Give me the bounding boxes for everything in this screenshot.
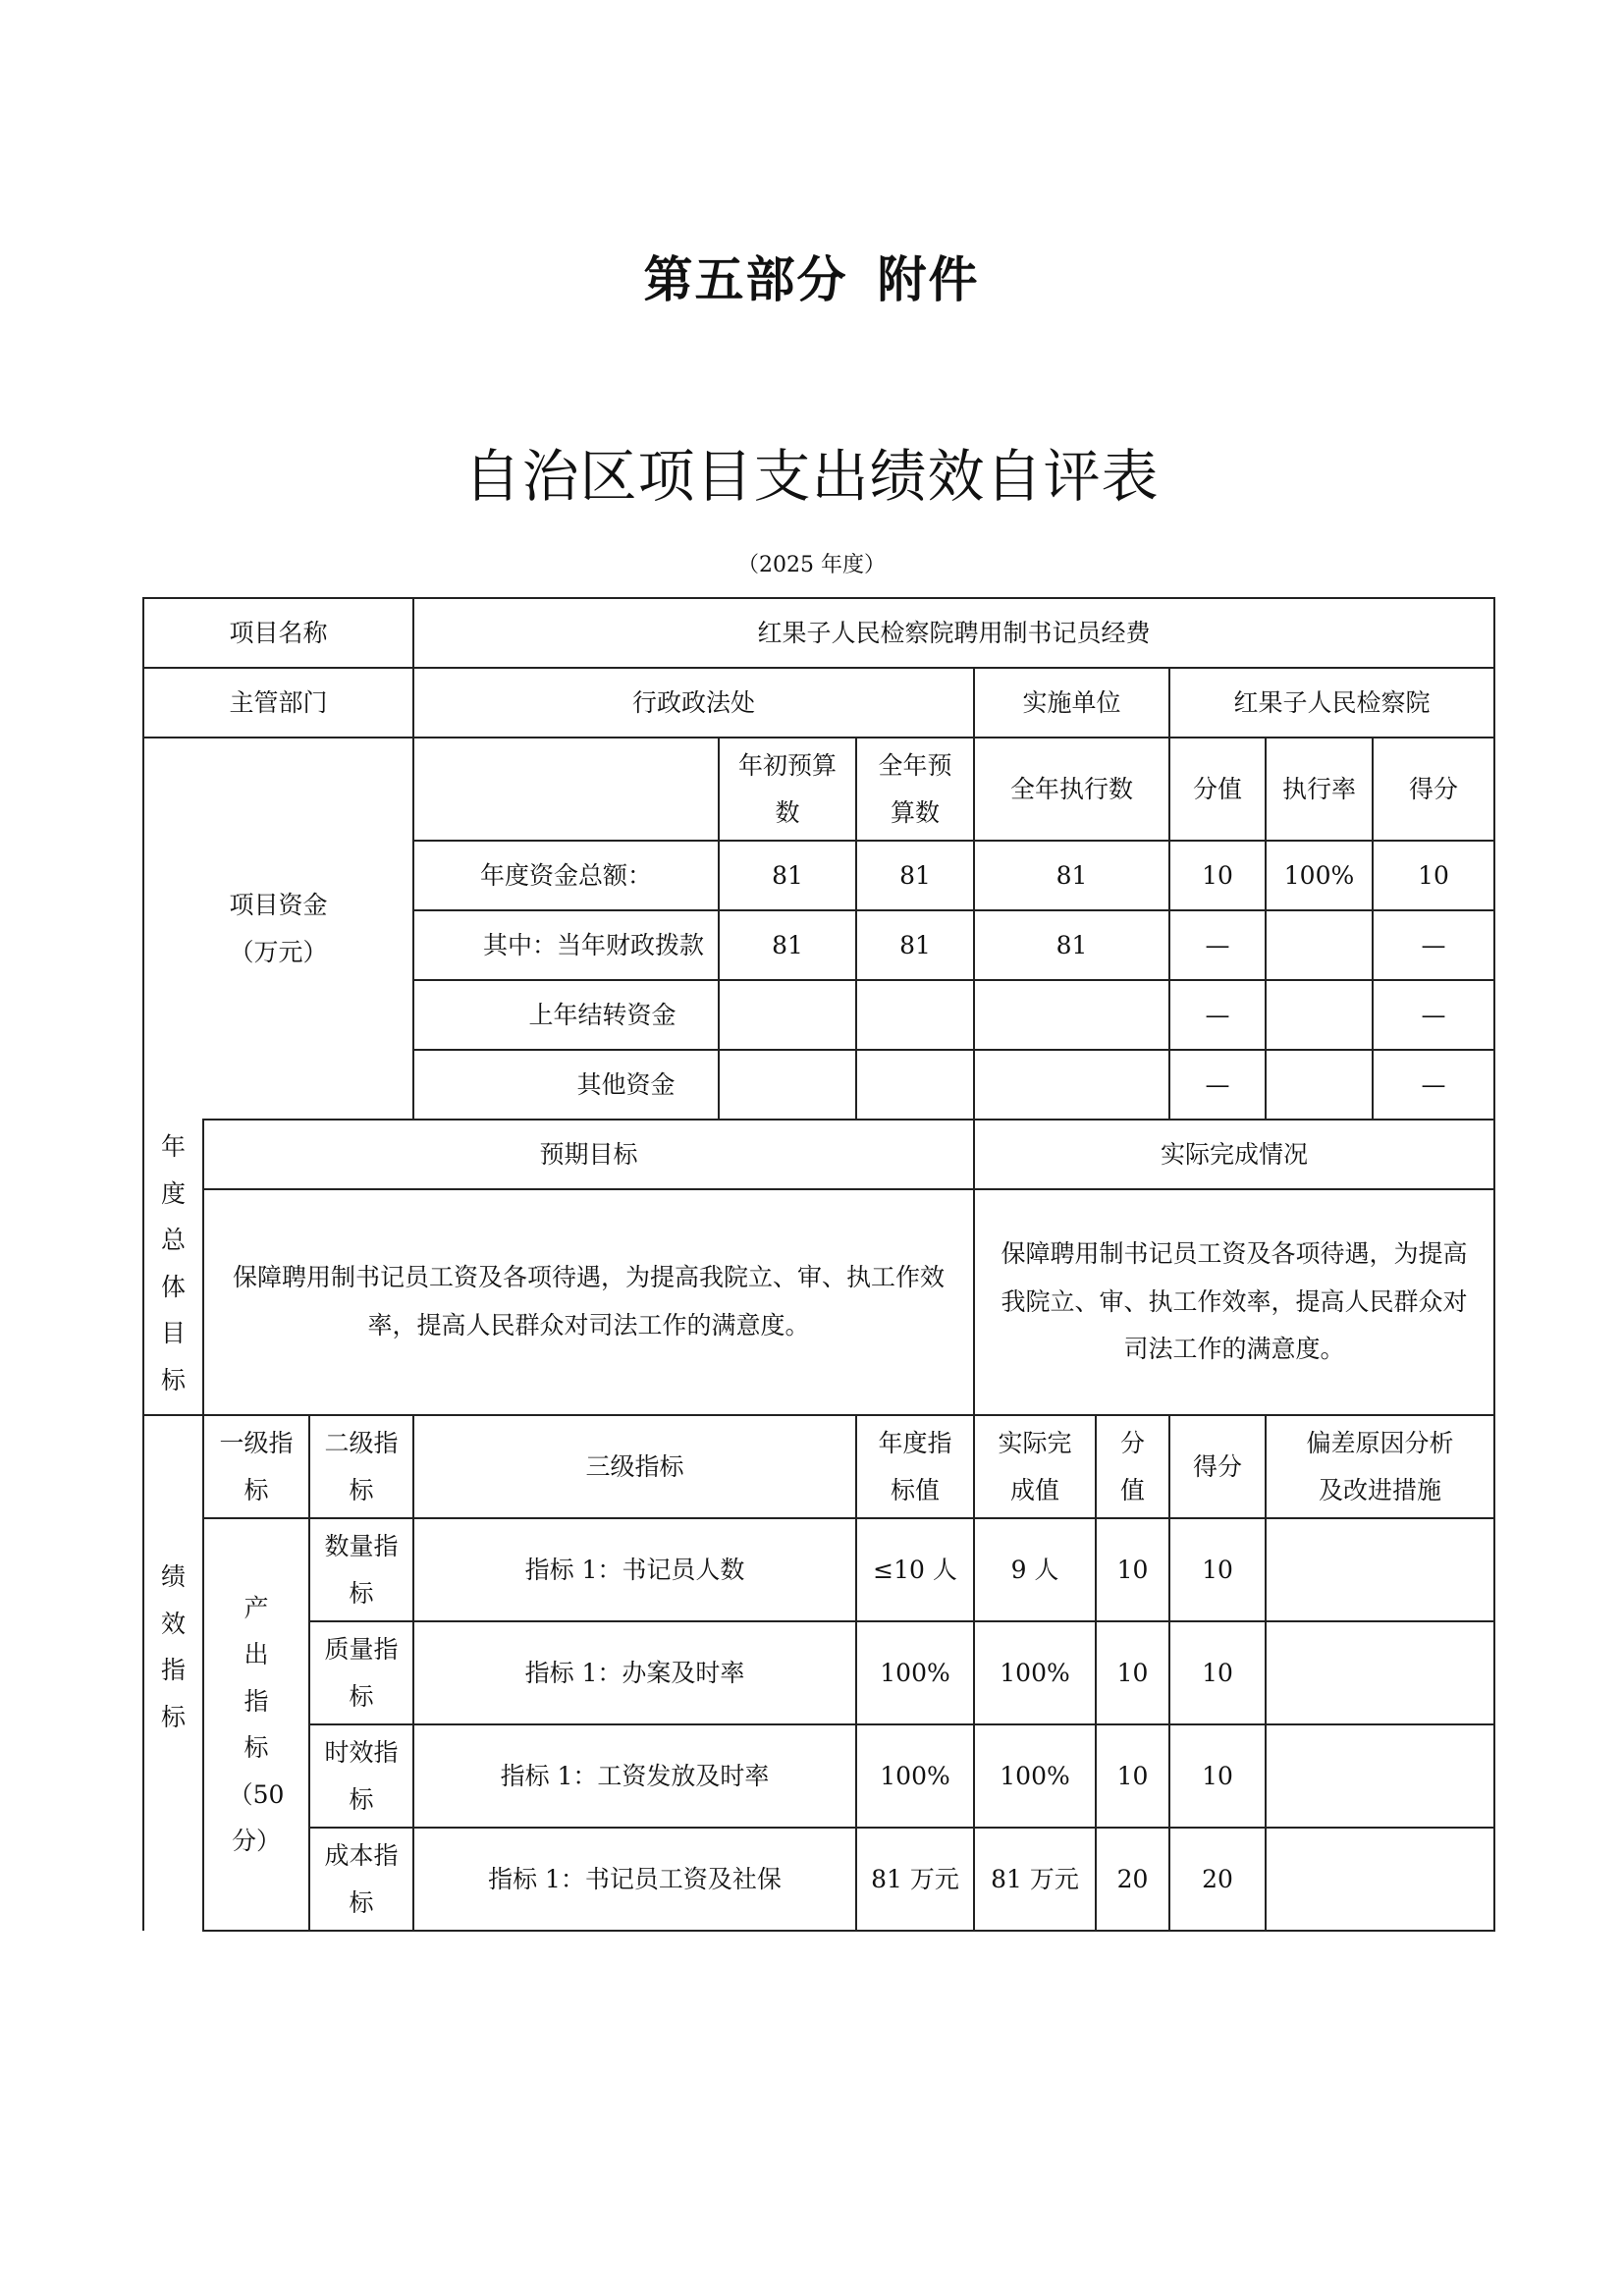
- side-char: 绩: [160, 1562, 186, 1591]
- indicator-score-value: 10: [1096, 1518, 1169, 1621]
- header-target: [856, 1415, 974, 1518]
- document-title: 自治区项目支出绩效自评表: [463, 443, 1160, 510]
- indicator-deviation: [1266, 1828, 1494, 1931]
- level2-line1: 质量指: [324, 1635, 399, 1664]
- funds-label-line1: 项目资金: [229, 891, 328, 919]
- funds-header-row: [143, 738, 1494, 841]
- indicator-actual: 81 万元: [974, 1828, 1096, 1931]
- side-char: 效: [160, 1609, 186, 1638]
- indicators-side-label: [143, 1415, 203, 1931]
- header-full-line1: 全年预: [878, 751, 952, 780]
- funds-exec-rate: [1266, 910, 1373, 980]
- output-indicator-group: [203, 1518, 309, 1931]
- indicator-score: 20: [1169, 1828, 1266, 1931]
- indicators-header-row: [143, 1415, 1494, 1518]
- header-actual: [974, 1415, 1096, 1518]
- header-level1-line2: 标: [243, 1475, 269, 1504]
- funds-initial: [719, 980, 856, 1050]
- indicator-actual: 9 人: [974, 1518, 1096, 1621]
- indicator-deviation: [1266, 1621, 1494, 1724]
- side-char: 目: [160, 1319, 186, 1347]
- side-char: 总: [160, 1226, 186, 1254]
- header-level3: 三级指标: [413, 1415, 856, 1518]
- header-indicator-score: 得分: [1169, 1415, 1266, 1518]
- indicator-row: [143, 1621, 1494, 1724]
- indicator-actual: 100%: [974, 1621, 1096, 1724]
- impl-unit-value: 红果子人民检察院: [1169, 668, 1494, 738]
- funds-score-value: —: [1169, 1050, 1266, 1120]
- project-name-value: 红果子人民检察院聘用制书记员经费: [413, 598, 1494, 668]
- header-level2-line2: 标: [349, 1475, 374, 1504]
- part-title-left: 第五部分: [643, 251, 848, 308]
- actual-completion-text: 保障聘用制书记员工资及各项待遇，为提高我院立、审、执工作效率，提高人民群众对司法工作的满意度。: [974, 1189, 1494, 1415]
- dept-label: 主管部门: [143, 668, 413, 738]
- project-name-label: 项目名称: [143, 598, 413, 668]
- level2-line2: 标: [349, 1784, 374, 1814]
- funds-score-value: —: [1169, 910, 1266, 980]
- level2-line1: 时效指: [324, 1738, 399, 1767]
- funds-initial: 81: [719, 910, 856, 980]
- level2-line1: 成本指: [324, 1841, 399, 1870]
- header-exec-rate: 执行率: [1266, 738, 1373, 841]
- indicator-name: 指标 1：办案及时率: [413, 1621, 856, 1724]
- evaluation-table: [142, 597, 1495, 1932]
- actual-completion-header: 实际完成情况: [974, 1120, 1494, 1189]
- project-name-row: [143, 598, 1494, 668]
- indicator-actual: 100%: [974, 1724, 1096, 1828]
- side-char: 体: [160, 1272, 186, 1301]
- header-score-value: 分值: [1169, 738, 1266, 841]
- indicator-deviation: [1266, 1724, 1494, 1828]
- level2-line2: 标: [349, 1887, 374, 1917]
- funds-label-line2: （万元）: [229, 937, 328, 966]
- indicator-level2: [309, 1518, 413, 1621]
- funds-line-label: 其他资金: [413, 1050, 719, 1120]
- indicator-deviation: [1266, 1518, 1494, 1621]
- level2-line1: 数量指: [324, 1532, 399, 1560]
- indicator-name: 指标 1：书记员工资及社保: [413, 1828, 856, 1931]
- funds-label: [143, 738, 413, 1120]
- indicator-score: 10: [1169, 1621, 1266, 1724]
- department-row: [143, 668, 1494, 738]
- funds-exec: 81: [974, 841, 1169, 910]
- funds-full: [856, 980, 974, 1050]
- header-level2-line1: 二级指: [324, 1429, 399, 1457]
- side-char: 标: [160, 1365, 186, 1394]
- header-level2: [309, 1415, 413, 1518]
- funds-full: [856, 1050, 974, 1120]
- header-level1: [203, 1415, 309, 1518]
- funds-full: 81: [856, 910, 974, 980]
- group-char: 出: [243, 1640, 269, 1668]
- header-target-line1: 年度指: [878, 1429, 952, 1457]
- funds-exec-rate: 100%: [1266, 841, 1373, 910]
- indicator-score: 10: [1169, 1724, 1266, 1828]
- funds-score-value: 10: [1169, 841, 1266, 910]
- header-score-value-line2: 值: [1120, 1475, 1146, 1504]
- indicator-row: [143, 1724, 1494, 1828]
- year-note: （2025 年度）: [737, 553, 886, 577]
- group-char: 产: [243, 1593, 269, 1622]
- side-char: 度: [160, 1178, 186, 1208]
- header-level1-line1: 一级指: [219, 1429, 294, 1457]
- impl-unit-label: 实施单位: [974, 668, 1169, 738]
- annual-goal-header-row: [143, 1120, 1494, 1189]
- indicator-target: ≤10 人: [856, 1518, 974, 1621]
- side-char: 指: [160, 1656, 186, 1684]
- group-char: （50: [228, 1779, 285, 1809]
- funds-full: 81: [856, 841, 974, 910]
- indicator-score: 10: [1169, 1518, 1266, 1621]
- funds-exec-rate: [1266, 1050, 1373, 1120]
- header-target-line2: 标值: [891, 1475, 941, 1504]
- funds-score-value: —: [1169, 980, 1266, 1050]
- indicator-target: 100%: [856, 1724, 974, 1828]
- funds-line-label: 上年结转资金: [413, 980, 719, 1050]
- funds-exec: [974, 1050, 1169, 1120]
- indicator-target: 81 万元: [856, 1828, 974, 1931]
- funds-initial: [719, 1050, 856, 1120]
- header-indicator-score-value: [1096, 1415, 1169, 1518]
- level2-line2: 标: [349, 1578, 374, 1608]
- funds-line-label: 其中：当年财政拨款: [413, 910, 719, 980]
- header-full-line2: 算数: [891, 797, 941, 827]
- funds-score: —: [1373, 910, 1494, 980]
- level2-line2: 标: [349, 1681, 374, 1711]
- funds-exec-rate: [1266, 980, 1373, 1050]
- funds-initial: 81: [719, 841, 856, 910]
- indicator-name: 指标 1：书记员人数: [413, 1518, 856, 1621]
- annual-goal-content-row: [143, 1189, 1494, 1415]
- header-score: 得分: [1373, 738, 1494, 841]
- indicator-row: [143, 1518, 1494, 1621]
- indicator-score-value: 20: [1096, 1828, 1169, 1931]
- indicator-score-value: 10: [1096, 1724, 1169, 1828]
- header-initial-line2: 数: [775, 797, 800, 827]
- header-deviation-line1: 偏差原因分析: [1306, 1429, 1454, 1457]
- part-title-right: 附件: [877, 251, 980, 308]
- funds-exec: [974, 980, 1169, 1050]
- funds-score: —: [1373, 980, 1494, 1050]
- header-initial-budget: [719, 738, 856, 841]
- indicator-target: 100%: [856, 1621, 974, 1724]
- funds-exec: 81: [974, 910, 1169, 980]
- header-actual-line2: 成值: [1010, 1475, 1060, 1504]
- dept-value: 行政政法处: [413, 668, 974, 738]
- expected-goal-text: 保障聘用制书记员工资及各项待遇，为提高我院立、审、执工作效率，提高人民群众对司法工作的满意度。: [203, 1189, 974, 1415]
- header-deviation: [1266, 1415, 1494, 1518]
- indicator-level2: [309, 1621, 413, 1724]
- header-actual-line1: 实际完: [998, 1429, 1072, 1457]
- side-char: 年: [160, 1132, 186, 1161]
- funds-line-label: 年度资金总额：: [413, 841, 719, 910]
- indicator-score-value: 10: [1096, 1621, 1169, 1724]
- header-initial-line1: 年初预算: [738, 751, 838, 780]
- indicator-name: 指标 1：工资发放及时率: [413, 1724, 856, 1828]
- group-char: 指: [243, 1686, 269, 1716]
- header-full-budget: [856, 738, 974, 841]
- group-char: 分）: [231, 1827, 281, 1855]
- part-title: [0, 241, 1623, 311]
- annual-goal-side-label: [143, 1120, 203, 1415]
- expected-goal-header: 预期目标: [203, 1120, 974, 1189]
- side-char: 标: [160, 1702, 186, 1731]
- funds-score: 10: [1373, 841, 1494, 910]
- funds-score: —: [1373, 1050, 1494, 1120]
- header-score-value-line1: 分: [1120, 1429, 1146, 1457]
- indicator-level2: [309, 1828, 413, 1931]
- header-exec: 全年执行数: [974, 738, 1169, 841]
- indicator-level2: [309, 1724, 413, 1828]
- funds-header-blank: [413, 738, 719, 841]
- header-deviation-line2: 及改进措施: [1319, 1475, 1442, 1504]
- indicator-row: [143, 1828, 1494, 1931]
- group-char: 标: [243, 1733, 269, 1762]
